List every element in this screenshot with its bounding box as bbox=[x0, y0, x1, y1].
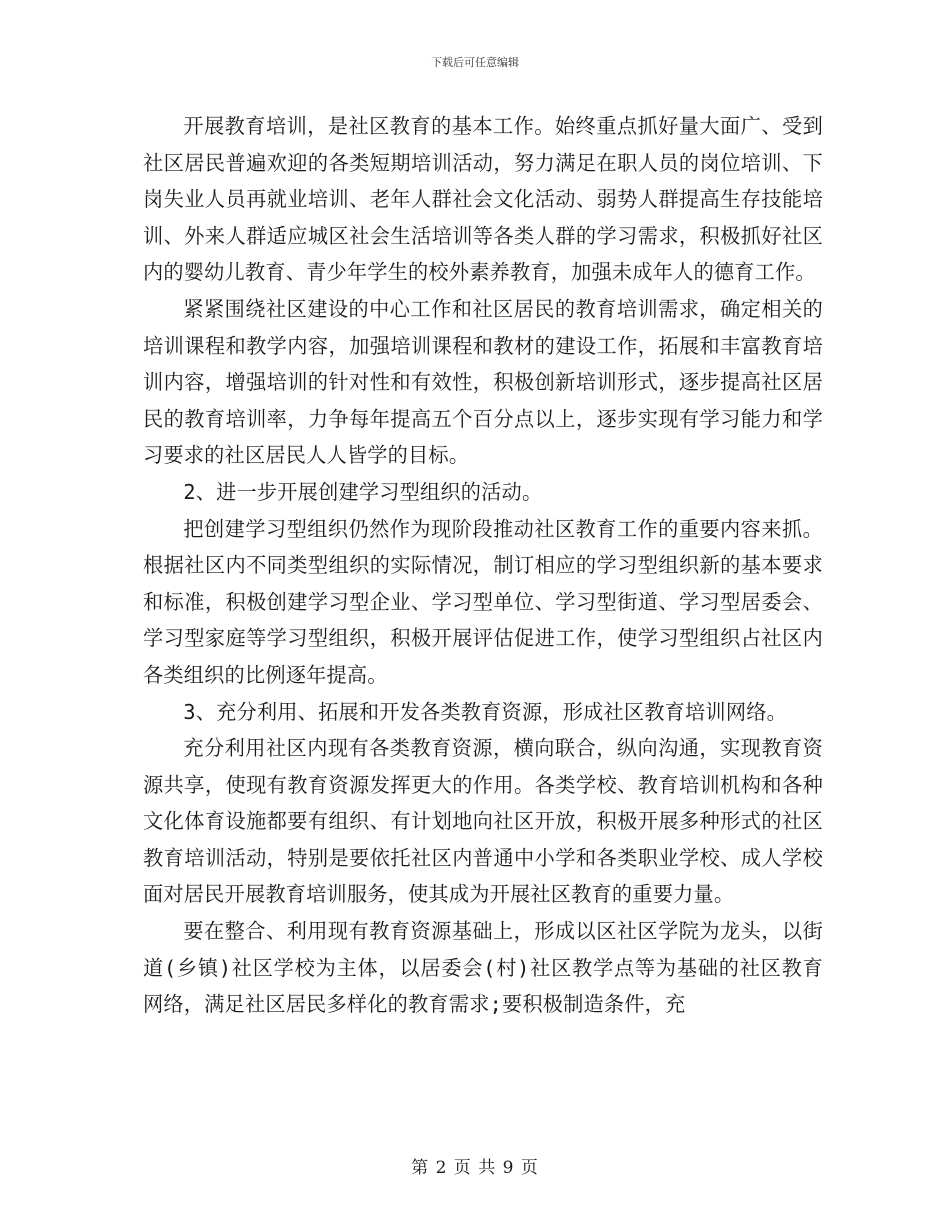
paragraph-education-network: 要在整合、利用现有教育资源基础上，形成以区社区学院为龙头，以街道(乡镇)社区学校为主体，以居委会(村)社区教学点等为基础的社区教育网络，满足社区居民多样化的教育需求;要积极制造条件，充 bbox=[143, 919, 823, 1017]
document-body bbox=[143, 108, 823, 1023]
header-note: 下载后可任意编辑 bbox=[431, 56, 519, 69]
paragraph-resource-sharing: 充分利用社区内现有各类教育资源，横向联合，纵向沟通，实现教育资源共享，使现有教育资源发挥更大的作用。各类学校、教育培训机构和各种文化体育设施都要有组织、有计划地向社区开放，积极开展多种形式的社区教育培训活动，特别是要依托社区内普通中小学和各类职业学校、成人学校面对居民开展教育培训服务，使其成为开展社区教育的重要力量。 bbox=[143, 736, 823, 907]
page-number-footer: 第 2 页 共 9 页 bbox=[411, 1158, 539, 1178]
section-heading-education-resources: 3、充分利用、拓展和开发各类教育资源，形成社区教育培训网络。 bbox=[183, 699, 787, 724]
paragraph-education-training: 开展教育培训，是社区教育的基本工作。始终重点抓好量大面广、受到社区居民普遍欢迎的各类短期培训活动，努力满足在职人员的岗位培训、下岗失业人员再就业培训、老年人群社会文化活动、弱势人群提高生存技能培训、外来人群适应城区社会生活培训等各类人群的学习需求，积极抓好社区内的婴幼儿教育、青少年学生的校外素养教育，加强未成年人的德育工作。 bbox=[143, 114, 823, 285]
section-heading-learning-organizations: 2、进一步开展创建学习型组织的活动。 bbox=[183, 479, 543, 504]
paragraph-learning-organizations: 把创建学习型组织仍然作为现阶段推动社区教育工作的重要内容来抓。根据社区内不同类型组织的实际情况，制订相应的学习型组织新的基本要求和标准，积极创建学习型企业、学习型单位、学习型街道、学习型居委会、学习型家庭等学习型组织，积极开展评估促进工作，使学习型组织占社区内各类组织的比例逐年提高。 bbox=[143, 516, 823, 687]
paragraph-training-curriculum: 紧紧围绕社区建设的中心工作和社区居民的教育培训需求，确定相关的培训课程和教学内容，加强培训课程和教材的建设工作，拓展和丰富教育培训内容，增强培训的针对性和有效性，积极创新培训形式，逐步提高社区居民的教育培训率，力争每年提高五个百分点以上，逐步实现有学习能力和学习要求的社区居民人人皆学的目标。 bbox=[143, 296, 823, 468]
